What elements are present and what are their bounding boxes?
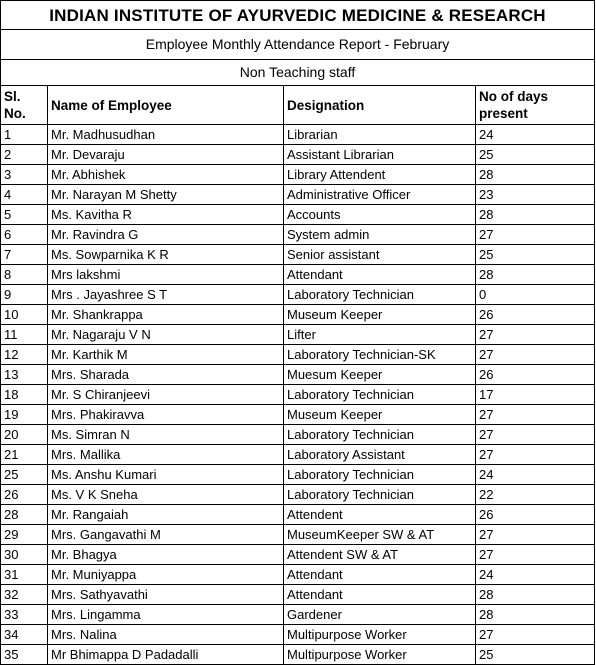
cell-days-present: 22 [476, 485, 595, 505]
cell-designation: Attendent [284, 505, 476, 525]
cell-employee-name: Mrs. Sharada [48, 365, 284, 385]
table-row [1, 185, 595, 205]
cell-designation: Gardener [284, 605, 476, 625]
cell-designation: Museum Keeper [284, 405, 476, 425]
table-row [1, 145, 595, 165]
cell-days-present: 25 [476, 145, 595, 165]
cell-designation: Laboratory Technician [284, 385, 476, 405]
cell-employee-name: Ms. V K Sneha [48, 485, 284, 505]
cell-employee-name: Ms. Anshu Kumari [48, 465, 284, 485]
cell-days-present: 26 [476, 305, 595, 325]
section-row [1, 60, 595, 86]
table-row [1, 345, 595, 365]
cell-employee-name: Mrs. Phakiravva [48, 405, 284, 425]
cell-days-present: 28 [476, 605, 595, 625]
table-row [1, 585, 595, 605]
cell-days-present: 27 [476, 325, 595, 345]
cell-designation: Multipurpose Worker [284, 645, 476, 665]
cell-employee-name: Mrs. Nalina [48, 625, 284, 645]
cell-designation: Assistant Librarian [284, 145, 476, 165]
table-row [1, 525, 595, 545]
table-row [1, 245, 595, 265]
cell-serial: 10 [1, 305, 48, 325]
header-days-line2: present [479, 106, 528, 121]
table-row [1, 325, 595, 345]
cell-days-present: 25 [476, 245, 595, 265]
table-row [1, 465, 595, 485]
cell-serial: 13 [1, 365, 48, 385]
cell-days-present: 24 [476, 565, 595, 585]
table-row [1, 385, 595, 405]
cell-days-present: 24 [476, 125, 595, 145]
cell-employee-name: Mr. Shankrappa [48, 305, 284, 325]
cell-designation: Muesum Keeper [284, 365, 476, 385]
employee-rows [1, 125, 595, 665]
table-row [1, 265, 595, 285]
table-row [1, 365, 595, 385]
cell-employee-name: Ms. Sowparnika K R [48, 245, 284, 265]
table-row [1, 405, 595, 425]
cell-days-present: 26 [476, 505, 595, 525]
table-row [1, 125, 595, 145]
cell-serial: 30 [1, 545, 48, 565]
cell-designation: Multipurpose Worker [284, 625, 476, 645]
cell-employee-name: Mrs. Mallika [48, 445, 284, 465]
cell-designation: Laboratory Assistant [284, 445, 476, 465]
table-row [1, 645, 595, 665]
table-row [1, 545, 595, 565]
table-row [1, 625, 595, 645]
cell-designation: Accounts [284, 205, 476, 225]
cell-serial: 6 [1, 225, 48, 245]
cell-days-present: 27 [476, 345, 595, 365]
institute-title: INDIAN INSTITUTE OF AYURVEDIC MEDICINE & RESEARCH [1, 1, 595, 30]
cell-days-present: 17 [476, 385, 595, 405]
cell-employee-name: Mr. Abhishek [48, 165, 284, 185]
cell-employee-name: Mrs. Gangavathi M [48, 525, 284, 545]
cell-designation: Library Attendent [284, 165, 476, 185]
table-row [1, 165, 595, 185]
cell-employee-name: Mr. Narayan M Shetty [48, 185, 284, 205]
table-row [1, 305, 595, 325]
table-row [1, 285, 595, 305]
table-row [1, 485, 595, 505]
cell-days-present: 28 [476, 165, 595, 185]
cell-designation: Laboratory Technician [284, 285, 476, 305]
cell-employee-name: Mrs . Jayashree S T [48, 285, 284, 305]
cell-serial: 20 [1, 425, 48, 445]
cell-serial: 3 [1, 165, 48, 185]
header-name: Name of Employee [48, 86, 284, 125]
subtitle-row [1, 30, 595, 60]
cell-serial: 5 [1, 205, 48, 225]
cell-employee-name: Mr Bhimappa D Padadalli [48, 645, 284, 665]
cell-designation: Museum Keeper [284, 305, 476, 325]
cell-serial: 7 [1, 245, 48, 265]
header-designation: Designation [284, 86, 476, 125]
cell-serial: 28 [1, 505, 48, 525]
cell-days-present: 27 [476, 525, 595, 545]
cell-days-present: 25 [476, 645, 595, 665]
cell-designation: Attendant [284, 585, 476, 605]
cell-days-present: 27 [476, 225, 595, 245]
cell-serial: 33 [1, 605, 48, 625]
cell-designation: Senior assistant [284, 245, 476, 265]
cell-designation: Laboratory Technician [284, 465, 476, 485]
cell-serial: 12 [1, 345, 48, 365]
cell-designation: Attendent SW & AT [284, 545, 476, 565]
title-row [1, 1, 595, 30]
table-row [1, 205, 595, 225]
cell-designation: Laboratory Technician [284, 425, 476, 445]
cell-serial: 32 [1, 585, 48, 605]
cell-serial: 9 [1, 285, 48, 305]
cell-days-present: 28 [476, 585, 595, 605]
cell-serial: 11 [1, 325, 48, 345]
cell-days-present: 27 [476, 405, 595, 425]
cell-days-present: 28 [476, 265, 595, 285]
cell-designation: Laboratory Technician [284, 485, 476, 505]
cell-designation: MuseumKeeper SW & AT [284, 525, 476, 545]
section-label: Non Teaching staff [1, 60, 595, 86]
cell-days-present: 24 [476, 465, 595, 485]
table-row [1, 225, 595, 245]
table-row [1, 565, 595, 585]
cell-designation: Laboratory Technician-SK [284, 345, 476, 365]
cell-serial: 19 [1, 405, 48, 425]
cell-serial: 2 [1, 145, 48, 165]
column-header-row [1, 86, 595, 125]
cell-employee-name: Mr. Rangaiah [48, 505, 284, 525]
cell-days-present: 28 [476, 205, 595, 225]
cell-days-present: 27 [476, 445, 595, 465]
table-row [1, 505, 595, 525]
cell-serial: 1 [1, 125, 48, 145]
cell-designation: Lifter [284, 325, 476, 345]
cell-employee-name: Mrs. Sathyavathi [48, 585, 284, 605]
cell-employee-name: Mr. Devaraju [48, 145, 284, 165]
cell-serial: 8 [1, 265, 48, 285]
cell-serial: 29 [1, 525, 48, 545]
header-serial: Sl. No. [1, 86, 48, 125]
table-row [1, 445, 595, 465]
cell-designation: Attendant [284, 265, 476, 285]
cell-designation: Attendant [284, 565, 476, 585]
header-days-present [476, 86, 595, 125]
report-title: Employee Monthly Attendance Report - February [1, 30, 595, 60]
cell-employee-name: Mr. Nagaraju V N [48, 325, 284, 345]
table-row [1, 425, 595, 445]
cell-days-present: 27 [476, 425, 595, 445]
cell-designation: System admin [284, 225, 476, 245]
cell-serial: 34 [1, 625, 48, 645]
cell-employee-name: Mr. S Chiranjeevi [48, 385, 284, 405]
cell-employee-name: Ms. Simran N [48, 425, 284, 445]
table-row [1, 605, 595, 625]
cell-employee-name: Mr. Muniyappa [48, 565, 284, 585]
cell-days-present: 23 [476, 185, 595, 205]
cell-employee-name: Mrs lakshmi [48, 265, 284, 285]
cell-serial: 18 [1, 385, 48, 405]
cell-days-present: 26 [476, 365, 595, 385]
cell-employee-name: Mr. Bhagya [48, 545, 284, 565]
cell-employee-name: Mrs. Lingamma [48, 605, 284, 625]
cell-employee-name: Mr. Karthik M [48, 345, 284, 365]
cell-days-present: 0 [476, 285, 595, 305]
cell-employee-name: Mr. Madhusudhan [48, 125, 284, 145]
cell-serial: 4 [1, 185, 48, 205]
header-days-line1: No of days [479, 89, 549, 104]
cell-days-present: 27 [476, 625, 595, 645]
cell-serial: 31 [1, 565, 48, 585]
cell-employee-name: Ms. Kavitha R [48, 205, 284, 225]
cell-serial: 26 [1, 485, 48, 505]
cell-employee-name: Mr. Ravindra G [48, 225, 284, 245]
cell-serial: 25 [1, 465, 48, 485]
cell-serial: 21 [1, 445, 48, 465]
cell-designation: Administrative Officer [284, 185, 476, 205]
cell-designation: Librarian [284, 125, 476, 145]
cell-serial: 35 [1, 645, 48, 665]
cell-days-present: 27 [476, 545, 595, 565]
